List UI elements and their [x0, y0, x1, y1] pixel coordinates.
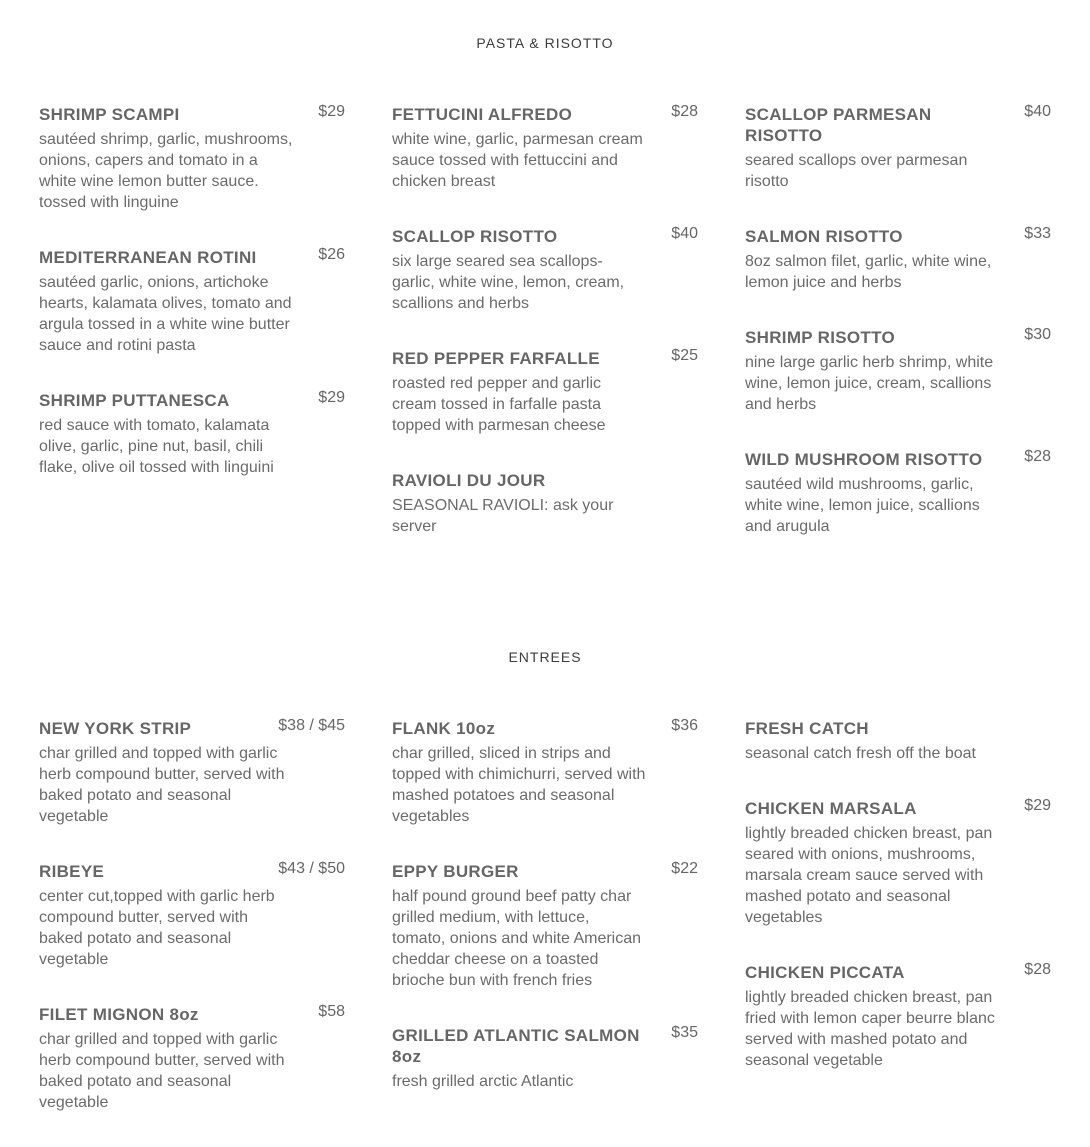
menu-item-name: RED PEPPER FARFALLE	[392, 349, 600, 368]
menu-item-price: $36	[671, 717, 698, 734]
menu-item	[745, 104, 1051, 192]
menu-item-name: SALMON RISOTTO	[745, 227, 903, 246]
menu-item-price: $26	[318, 246, 345, 263]
menu-item-name: SCALLOP PARMESAN RISOTTO	[745, 105, 932, 145]
menu-item-name: GRILLED ATLANTIC SALMON 8oz	[392, 1026, 640, 1066]
menu-item-name: SHRIMP SCAMPI	[39, 105, 180, 124]
menu-item-description: lightly breaded chicken breast, pan fried with lemon caper beurre blanc served with mashed potato and seasonal vegetable	[745, 989, 995, 1069]
menu-item	[745, 226, 1051, 293]
menu-item-description: red sauce with tomato, kalamata olive, garlic, pine nut, basil, chili flake, olive oil tossed with linguini	[39, 417, 274, 476]
menu-item-description: seasonal catch fresh off the boat	[745, 745, 976, 762]
menu-item-description: sautéed shrimp, garlic, mushrooms, onions, capers and tomato in a white wine lemon butter sauce. tossed with linguine	[39, 131, 293, 211]
menu-item-price: $40	[671, 225, 698, 242]
menu-item-description: sautéed garlic, onions, artichoke hearts, kalamata olives, tomato and argula tossed in a white wine butter sauce and rotini pasta	[39, 274, 292, 354]
menu-item	[392, 104, 698, 192]
menu-item-price: $29	[318, 389, 345, 406]
menu-item-price: $38 / $45	[278, 717, 345, 734]
menu-item	[39, 1004, 345, 1113]
menu-item-name: FETTUCINI ALFREDO	[392, 105, 573, 124]
menu-item	[39, 390, 345, 478]
menu-item-description: half pound ground beef patty char grilled medium, with lettuce, tomato, onions and white American cheddar cheese on a toasted brioche bun with french fries	[392, 888, 642, 989]
menu-item-description: char grilled and topped with garlic herb compound butter, served with baked potato and seasonal vegetable	[39, 1031, 285, 1111]
menu-item-price: $58	[318, 1003, 345, 1020]
menu-item-name: SCALLOP RISOTTO	[392, 227, 558, 246]
menu-item-name: WILD MUSHROOM RISOTTO	[745, 450, 983, 469]
menu-item-price: $30	[1024, 326, 1051, 343]
menu-item-name: NEW YORK STRIP	[39, 719, 192, 738]
menu-item	[39, 718, 345, 827]
menu-item-description: 8oz salmon filet, garlic, white wine, lemon juice and herbs	[745, 253, 992, 291]
menu-item-price: $29	[1024, 797, 1051, 814]
menu-item-description: roasted red pepper and garlic cream tossed in farfalle pasta topped with parmesan cheese	[392, 375, 606, 434]
menu-item-price: $22	[671, 860, 698, 877]
menu-item-name: RAVIOLI DU JOUR	[392, 471, 546, 490]
menu-item-description: char grilled, sliced in strips and topped with chimichurri, served with mashed potatoes and seasonal vegetables	[392, 745, 646, 825]
menu-item-name: SHRIMP PUTTANESCA	[39, 391, 230, 410]
menu-item	[39, 247, 345, 356]
menu-item	[392, 226, 698, 314]
menu-item	[745, 718, 1051, 764]
menu-item	[745, 327, 1051, 415]
menu-item	[745, 449, 1051, 537]
menu-item	[392, 348, 698, 436]
entrees-column-1	[39, 718, 345, 1147]
menu-item-description: white wine, garlic, parmesan cream sauce tossed with fettuccini and chicken breast	[392, 131, 643, 190]
menu-item-price: $28	[671, 103, 698, 120]
menu-item-name: MEDITERRANEAN ROTINI	[39, 248, 257, 267]
menu-item	[392, 470, 698, 537]
entrees-column-2	[392, 718, 698, 1126]
menu-item-name: EPPY BURGER	[392, 862, 519, 881]
menu-item-price: $40	[1024, 103, 1051, 120]
menu-item-description: fresh grilled arctic Atlantic	[392, 1073, 574, 1090]
menu-item-price: $35	[671, 1024, 698, 1041]
menu-item	[745, 962, 1051, 1071]
pasta-column-2	[392, 104, 698, 571]
menu-item-description: sautéed wild mushrooms, garlic, white wine, lemon juice, scallions and arugula	[745, 476, 980, 535]
menu-item	[745, 798, 1051, 928]
menu-item	[392, 861, 698, 991]
menu-item-price: $28	[1024, 448, 1051, 465]
menu-item	[392, 1025, 698, 1092]
menu-item-price: $28	[1024, 961, 1051, 978]
pasta-column-1	[39, 104, 345, 512]
menu-item	[39, 861, 345, 970]
menu-item-name: CHICKEN MARSALA	[745, 799, 917, 818]
menu-item-price: $43 / $50	[278, 860, 345, 877]
menu-item-description: SEASONAL RAVIOLI: ask your server	[392, 497, 614, 535]
menu-item-description: center cut,topped with garlic herb compound butter, served with baked potato and seasonal vegetable	[39, 888, 275, 968]
menu-item-price: $25	[671, 347, 698, 364]
menu-item-description: seared scallops over parmesan risotto	[745, 152, 968, 190]
menu-item	[39, 104, 345, 213]
menu-item-name: FRESH CATCH	[745, 719, 869, 738]
section-title-pasta-risotto: PASTA & RISOTTO	[476, 35, 614, 51]
menu-item-name: SHRIMP RISOTTO	[745, 328, 895, 347]
menu-item-name: FILET MIGNON 8oz	[39, 1005, 199, 1024]
menu-item-price: $33	[1024, 225, 1051, 242]
menu-item-price: $29	[318, 103, 345, 120]
menu-item-description: char grilled and topped with garlic herb compound butter, served with baked potato and seasonal vegetable	[39, 745, 285, 825]
menu-item-description: lightly breaded chicken breast, pan seared with onions, mushrooms, marsala cream sauce served with mashed potato and seasonal vegetables	[745, 825, 993, 926]
menu-item-name: FLANK 10oz	[392, 719, 496, 738]
section-title-entrees: ENTREES	[508, 649, 582, 665]
entrees-column-3	[745, 718, 1051, 1105]
menu-item-name: CHICKEN PICCATA	[745, 963, 905, 982]
menu-item-name: RIBEYE	[39, 862, 105, 881]
pasta-column-3	[745, 104, 1051, 571]
menu-item	[392, 718, 698, 827]
menu-item-description: six large seared sea scallops- garlic, white wine, lemon, cream, scallions and herbs	[392, 253, 625, 312]
menu-item-description: nine large garlic herb shrimp, white wine, lemon juice, cream, scallions and herbs	[745, 354, 994, 413]
